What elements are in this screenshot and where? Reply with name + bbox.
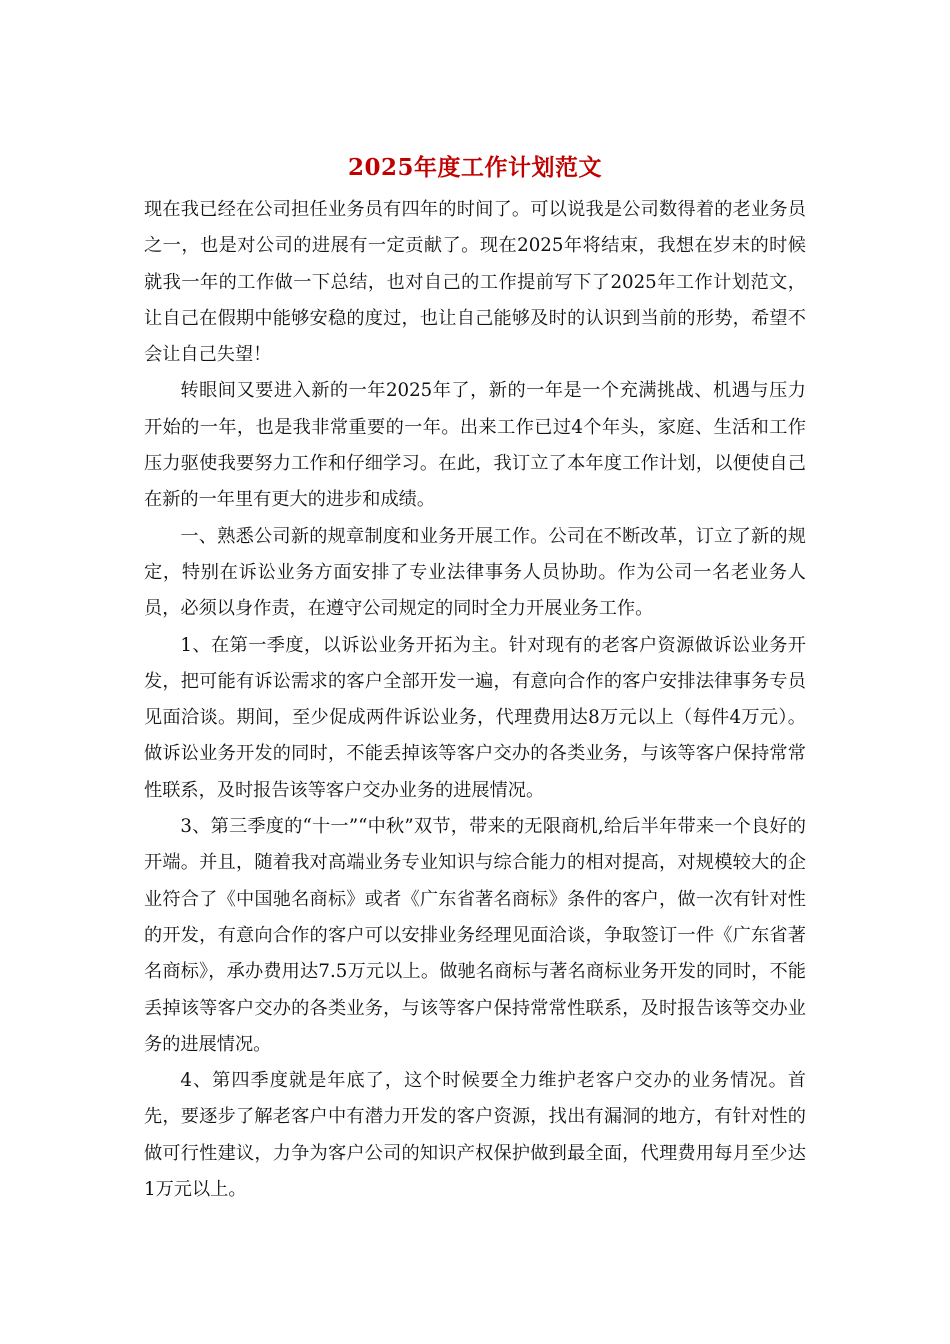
paragraph-intro: 现在我已经在公司担任业务员有四年的时间了。可以说我是公司数得着的老业务员之一，也是对公司的进展有一定贡献了。现在2025年将结束，我想在岁末的时候就我一年的工作做一下总结，也对自己的工作提前写下了2025年工作计划范文，让自己在假期中能够安稳的度过，也让自己能够及时的认识到当前的形势，希望不会让自己失望！	[144, 199, 806, 366]
paragraph-first-quarter: 1、在第一季度，以诉讼业务开拓为主。针对现有的老客户资源做诉讼业务开发，把可能有诉讼需求的客户全部开发一遍，有意向合作的客户安排法律事务专员见面洽谈。期间，至少促成两件诉讼业务，代理费用达8万元以上（每件4万元）。做诉讼业务开发的同时，不能丢掉该等客户交办的各类业务，与该等客户保持常常性联系，及时报告该等客户交办业务的进展情况。	[144, 634, 806, 801]
paragraph-third-quarter: 3、第三季度的“十一”“中秋”双节，带来的无限商机,给后半年带来一个良好的开端。并且，随着我对高端业务专业知识与综合能力的相对提高，对规模较大的企业符合了《中国驰名商标》或者《广东省著名商标》条件的客户，做一次有针对性的开发，有意向合作的客户可以安排业务经理见面洽谈，争取签订一件《广东省著名商标》，承办费用达7.5万元以上。做驰名商标与著名商标业务开发的同时，不能丢掉该等客户交办的各类业务，与该等客户保持常常性联系，及时报告该等交办业务的进展情况。	[144, 816, 806, 1055]
paragraph-fourth-quarter: 4、第四季度就是年底了，这个时候要全力维护老客户交办的业务情况。首先，要逐步了解老客户中有潜力开发的客户资源，找出有漏洞的地方，有针对性的做可行性建议，力争为客户公司的知识产权保护做到最全面，代理费用每月至少达1万元以上。	[144, 1070, 806, 1201]
document-body	[144, 192, 806, 1208]
paragraph-section-one: 一、熟悉公司新的规章制度和业务开展工作。公司在不断改革，订立了新的规定，特别在诉讼业务方面安排了专业法律事务人员协助。作为公司一名老业务人员，必须以身作责，在遵守公司规定的同时全力开展业务工作。	[144, 525, 806, 620]
paragraph-new-year: 转眼间又要进入新的一年2025年了，新的一年是一个充满挑战、机遇与压力开始的一年，也是我非常重要的一年。出来工作已过4个年头，家庭、生活和工作压力驱使我要努力工作和仔细学习。在此，我订立了本年度工作计划，以便使自己在新的一年里有更大的进步和成绩。	[144, 380, 806, 511]
document-title: 2025年度工作计划范文	[347, 154, 602, 181]
